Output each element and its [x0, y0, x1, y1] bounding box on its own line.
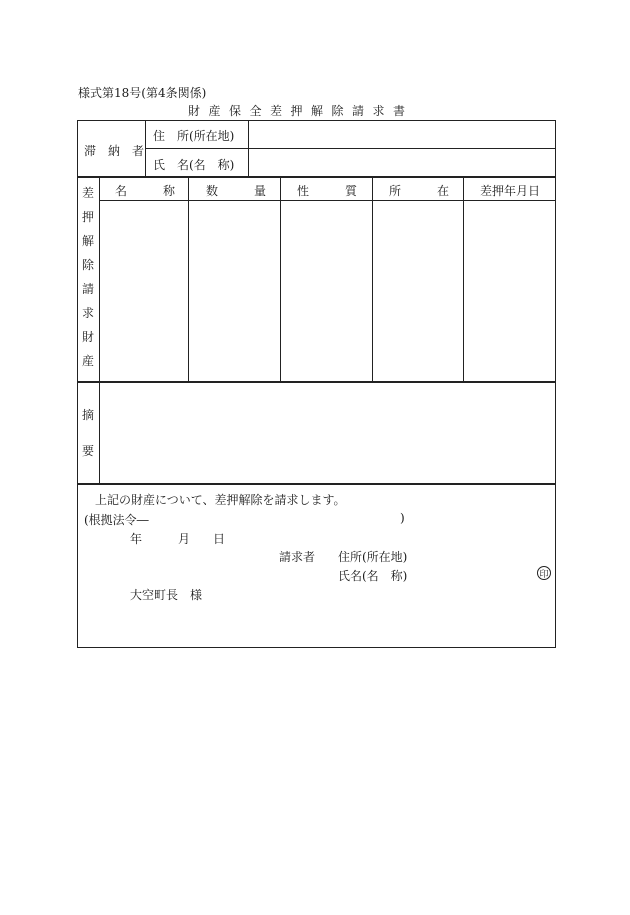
legal-basis-close: ) — [400, 511, 405, 525]
requester-address-label: 住所(所在地) — [338, 550, 408, 564]
form-number-label: 様式第18号(第4条関係) — [78, 86, 207, 100]
property-cell-quantity[interactable] — [189, 201, 279, 381]
requester-label: 請求者 — [279, 550, 316, 564]
date-day-label: 日 — [213, 532, 226, 546]
date-month-label: 月 — [178, 532, 191, 546]
summary-side-label: 摘 要 — [81, 408, 94, 458]
column-header-quantity: 数 量 — [206, 184, 267, 198]
name-label: 氏 名(名 称) — [153, 158, 235, 172]
property-cell-seizure-date[interactable] — [464, 201, 555, 381]
address-label: 住 所(所在地) — [153, 129, 235, 143]
legal-basis-field[interactable] — [162, 509, 398, 525]
property-cell-nature[interactable] — [281, 201, 371, 381]
column-header-name: 名 称 — [115, 184, 176, 198]
column-header-nature: 性 質 — [297, 184, 358, 198]
delinquent-label: 滞 納 者 — [84, 144, 145, 158]
addressee: 大空町長 様 — [130, 588, 203, 602]
date-year-label: 年 — [130, 532, 143, 546]
column-header-location: 所 在 — [389, 184, 450, 198]
name-field[interactable] — [256, 156, 548, 172]
address-field[interactable] — [256, 127, 548, 143]
property-cell-location[interactable] — [373, 201, 462, 381]
requester-name-label: 氏名(名 称) — [338, 569, 408, 583]
property-cell-name[interactable] — [100, 201, 187, 381]
request-statement: 上記の財産について、差押解除を請求します。 — [95, 493, 346, 507]
legal-basis-open: (根拠法令― — [84, 513, 149, 527]
column-header-seizure-date: 差押年月日 — [480, 184, 541, 198]
summary-field[interactable] — [100, 383, 555, 483]
seal-mark-icon: 印 — [537, 566, 551, 580]
form-title: 財産保全差押解除請求書 — [188, 104, 414, 118]
property-side-label: 差 押 解 除 請 求 財 産 — [81, 186, 94, 368]
